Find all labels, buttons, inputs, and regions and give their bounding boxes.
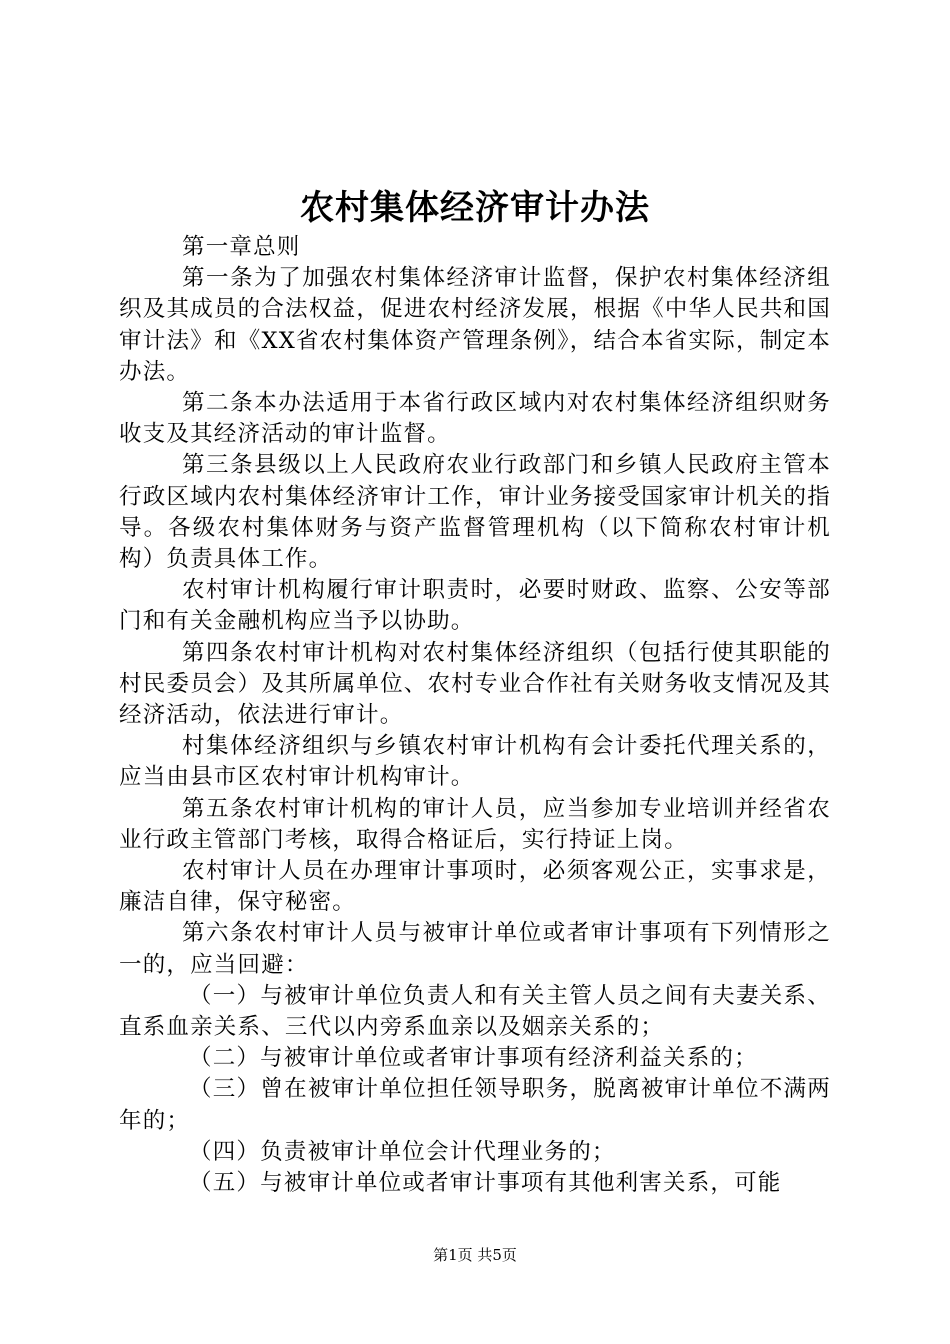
paragraph-article-3-assist: 农村审计机构履行审计职责时，必要时财政、监察、公安等部门和有关金融机构应当予以协助。	[119, 577, 831, 635]
document-title: 农村集体经济审计办法	[300, 188, 650, 228]
page-number: 第1页 共5页	[433, 1246, 517, 1264]
chapter-heading: 第一章总则	[182, 234, 301, 260]
list-item-5: （五）与被审计单位或者审计事项有其他利害关系，可能	[189, 1170, 782, 1197]
list-item-1: （一）与被审计单位负责人和有关主管人员之间有夫妻关系、直系血亲关系、三代以内旁系血亲以及姻亲关系的；	[119, 982, 831, 1041]
paragraph-article-2: 第二条本办法适用于本省行政区域内对农村集体经济组织财务收支及其经济活动的审计监督。	[119, 390, 831, 448]
document-body	[119, 232, 831, 1199]
list-item-3: （三）曾在被审计单位担任领导职务，脱离被审计单位不满两年的；	[119, 1076, 831, 1134]
list-item-4: （四）负责被审计单位会计代理业务的；	[189, 1138, 616, 1165]
list-item-2: （二）与被审计单位或者审计事项有经济利益关系的；	[189, 1045, 758, 1072]
paragraph-article-4: 第四条农村审计机构对农村集体经济组织（包括行使其职能的村民委员会）及其所属单位、农村专业合作社有关财务收支情况及其经济活动，依法进行审计。	[119, 639, 831, 729]
paragraph-article-3: 第三条县级以上人民政府农业行政部门和乡镇人民政府主管本行政区域内农村集体经济审计工作，审计业务接受国家审计机关的指导。各级农村集体财务与资产监督管理机构（以下简称农村审计机构）负责具体工作。	[119, 452, 831, 573]
paragraph-article-1: 第一条为了加强农村集体经济审计监督，保护农村集体经济组织及其成员的合法权益，促进农村经济发展，根据《中华人民共和国审计法》和《XX省农村集体资产管理条例》，结合本省实际，制定本办法。	[119, 265, 831, 385]
paragraph-article-5: 第五条农村审计机构的审计人员，应当参加专业培训并经省农业行政主管部门考核，取得合格证后，实行持证上岗。	[119, 795, 831, 853]
paragraph-article-6: 第六条农村审计人员与被审计单位或者审计事项有下列情形之一的，应当回避：	[119, 920, 831, 978]
paragraph-article-4-agency: 村集体经济组织与乡镇农村审计机构有会计委托代理关系的，应当由县市区农村审计机构审计。	[119, 733, 831, 791]
paragraph-article-5-conduct: 农村审计人员在办理审计事项时，必须客观公正，实事求是，廉洁自律，保守秘密。	[119, 858, 831, 916]
